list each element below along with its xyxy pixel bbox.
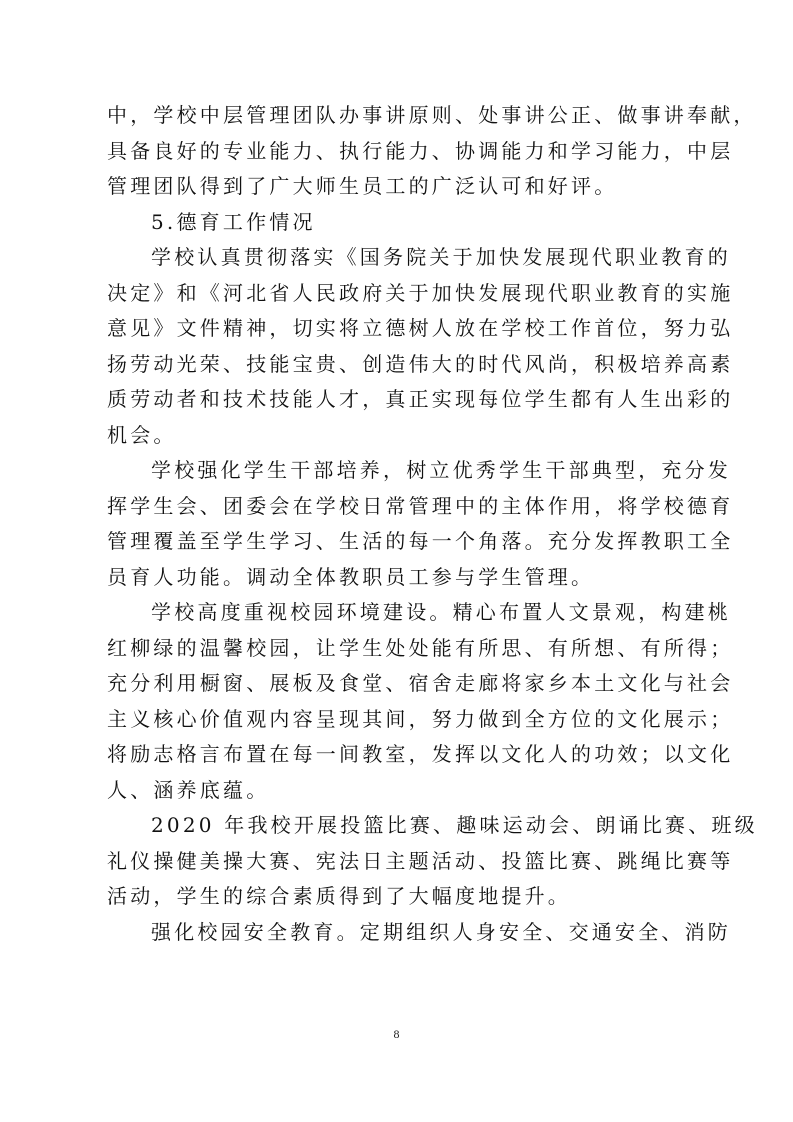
text-line: 学校认真贯彻落实《国务院关于加快发展现代职业教育的 <box>151 245 731 269</box>
text-line: 挥学生会、团委会在学校日常管理中的主体作用，将学校德育 <box>107 493 734 518</box>
text-line: 礼仪操健美操大赛、宪法日主题活动、投篮比赛、跳绳比赛等 <box>107 848 734 873</box>
text-line: 强化校园安全教育。定期组织人身安全、交通安全、消防 <box>151 919 731 944</box>
text-line: 决定》和《河北省人民政府关于加快发展现代职业教育的实施 <box>107 280 734 305</box>
text-line: 活动，学生的综合素质得到了大幅度地提升。 <box>107 884 571 908</box>
text-line: 中，学校中层管理团队办事讲原则、处事讲公正、做事讲奉献， <box>107 103 757 127</box>
text-line: 主义核心价值观内容呈现其间，努力做到全方位的文化展示； <box>107 706 734 731</box>
text-line: 充分利用橱窗、展板及食堂、宿舍走廊将家乡本土文化与社会 <box>107 671 734 695</box>
text-line: 机会。 <box>107 422 177 447</box>
text-line: 意见》文件精神，切实将立德树人放在学校工作首位，努力弘 <box>107 316 734 340</box>
text-line: 2020 年我校开展投篮比赛、趣味运动会、朗诵比赛、班级 <box>151 813 758 837</box>
text-line: 质劳动者和技术技能人才，真正实现每位学生都有人生出彩的 <box>107 387 734 411</box>
section-heading: 5.德育工作情况 <box>151 209 316 234</box>
page-number: 8 <box>393 1027 400 1041</box>
text-line: 学校高度重视校园环境建设。精心布置人文景观，构建桃 <box>151 600 731 624</box>
text-line: 管理覆盖至学生学习、生活的每一个角落。充分发挥教职工全 <box>107 529 734 553</box>
text-line: 人、涵养底蕴。 <box>107 777 270 802</box>
text-line: 管理团队得到了广大师生员工的广泛认可和好评。 <box>107 174 618 198</box>
text-line: 扬劳动光荣、技能宝贵、创造伟大的时代风尚，积极培养高素 <box>107 351 734 376</box>
text-line: 具备良好的专业能力、执行能力、协调能力和学习能力，中层 <box>107 138 734 163</box>
text-line: 红柳绿的温馨校园，让学生处处能有所思、有所想、有所得； <box>107 635 734 660</box>
text-line: 员育人功能。调动全体教职员工参与学生管理。 <box>107 564 595 589</box>
document-body <box>107 98 758 950</box>
text-line: 学校强化学生干部培养，树立优秀学生干部典型，充分发 <box>151 458 731 482</box>
text-line: 将励志格言布置在每一间教室，发挥以文化人的功效；以文化 <box>107 742 734 766</box>
